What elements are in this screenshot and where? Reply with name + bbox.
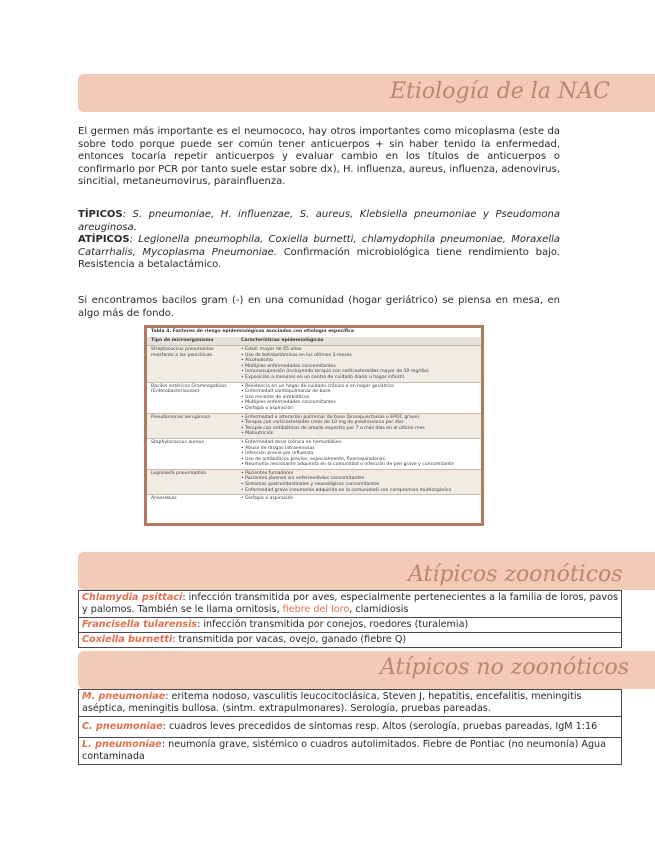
table-list-item: • Neumonía necrosante adquirida en la comunidad o infección de piel grave y concomitante xyxy=(241,462,454,468)
tipicos-atipicos-paragraph xyxy=(78,209,560,272)
table-row xyxy=(147,345,481,382)
table-body xyxy=(147,345,481,503)
table-list-item: • Infección previa por influenza xyxy=(241,451,314,457)
table-list-item: • Residencia en un hogar de cuidado crónico o en hogar geriátrico xyxy=(241,383,394,389)
atipicos-label: ATÍPICOS xyxy=(78,234,130,246)
table-list-item: • Abuso de drogas intravenosas xyxy=(241,445,315,451)
tipicos-text: : S. pneumoniae, H. influenzae, S. aureus, Klebsiella pneumoniae y Pseudomona areuginosa. xyxy=(78,209,560,233)
table-cell-organism: Pseudomonas aeruginosa xyxy=(151,414,211,420)
table-row xyxy=(147,438,481,469)
table-list-item: • Enfermedad cardiopulmonar de base xyxy=(241,389,331,395)
organism-name: M. pneumoniae xyxy=(82,691,166,702)
table-list-item: • Uso de antibióticos previos, especialmente, fluoroquinolonas xyxy=(241,456,385,462)
gram-text: Si encontramos bacilos gram (-) en una comunidad (hogar geriátrico) se piensa en mesa, en algo más de fondo. xyxy=(78,295,560,319)
intro-paragraph xyxy=(78,126,560,189)
organism-name: Francisella tularensis xyxy=(82,619,198,630)
atipicos-text: Confirmación microbiológica tiene rendimiento bajo. Resistencia a betalactámico. xyxy=(78,246,560,271)
table-cell-characteristics xyxy=(237,440,481,468)
section-title-zoonoticos: Atípicos zoonóticos xyxy=(408,562,623,587)
table-cell-organism: Bacilos entéricos Gramnegativos (Enterobacteriaceae) xyxy=(151,383,227,395)
table-cell-organism: Staphylococcus aureus xyxy=(151,439,204,445)
zoonotico-row-chlamydia xyxy=(79,591,621,618)
no-zoonotico-row-cpneumoniae xyxy=(79,717,621,738)
table-list-item: • Disfagia o aspiración xyxy=(241,496,294,502)
table-cell-characteristics xyxy=(237,496,481,502)
table-list-item: • Alcoholismo xyxy=(241,358,273,364)
table-list-item: • Disfagia o aspiración xyxy=(241,405,294,411)
section-title-etiologia: Etiología de la NAC xyxy=(390,79,610,104)
organism-name: Coxiella burnetti xyxy=(82,634,173,645)
table-cell-organism: Streptococcus pneumoniae resistente a las penicilinas xyxy=(151,347,214,358)
zoonoticos-box xyxy=(78,590,622,648)
no-zoonotico-row-mpneumoniae xyxy=(79,690,621,717)
table-row xyxy=(147,413,481,438)
no-zoonotico-row-lpneumoniae xyxy=(79,738,621,764)
table-list-item: • Enfermedad grave (neumonía adquirida en la comunidad) con compromiso multiorgánico xyxy=(241,487,452,493)
table-list-item: • Pacientes fumadores xyxy=(241,470,294,476)
table-list-item: • Uso de betalactámicos en los últimos 3 meses xyxy=(241,352,352,358)
organism-name: L. pneumoniae xyxy=(82,739,162,750)
organism-description: : neumonía grave, sistémico o cuadros autolimitados. Fiebre de Pontiac (no neumonía) Agua contaminada xyxy=(82,739,606,762)
atipicos-organisms: : Legionella pneumophila, Coxiella burnetti, chlamydophila pneumoniae, Moraxella Catarrhalis, Mycoplasma Pneumoniae. xyxy=(78,234,560,258)
intro-text: El germen más importante es el neumococo, hay otros importantes como micoplasma (este da sobre todo porque puede ser común tener anticuerpos + sin haber tenido la enfermedad, entonces tocaría repetir anticuerpos y evaluar cambio en los títulos de anticuerpos o confirmarlo por PCR por tanto suele estar sobre dx), H. influenza, aureus, influenza, adenovirus, sincitial, metaneumovirus, parainfluenza. xyxy=(78,126,560,188)
table-list-item: • Múltiples enfermedades concomitantes xyxy=(241,400,336,406)
table-list-item: • Enfermedad o alteración pulmonar de base (bronquiectasias o EPOC grave) xyxy=(241,414,420,420)
risk-factors-table xyxy=(144,325,484,526)
table-list-item: • Síntomas gastrointestinales y neurológicos concomitantes xyxy=(241,482,380,488)
table-col-header-1: Tipo de microorganismo xyxy=(151,338,214,344)
table-list-item: • Inmunosupresión (incluyendo terapia con corticosteroides mayor de 10 mg/día) xyxy=(241,369,429,375)
table-cell-characteristics xyxy=(237,384,481,412)
table-list-item: • Terapia con antibióticos de amplio espectro por 7 o más días en el último mes xyxy=(241,425,425,431)
organism-description: : transmitida por vacas, ovejo, ganado (fiebre Q) xyxy=(172,634,407,645)
organism-highlight: fiebre del loro xyxy=(282,604,350,615)
table-cell-characteristics xyxy=(237,471,481,493)
table-row xyxy=(147,469,481,494)
table-cell-characteristics xyxy=(237,415,481,437)
organism-description: : eritema nodoso, vasculitis leucocitoclásica, Steven J, hepatitis, encefalitis, meningitis aséptica, meningitis bullosa. (sintm. extrapulmonares). Serología, pruebas pareadas. xyxy=(82,691,582,714)
table-list-item: • Enfermedad renal crónica en hemodiálisis xyxy=(241,439,342,445)
table-list-item: • Exposición a menores en un centro de cuidado diario u hogar infantil xyxy=(241,374,404,380)
zoonotico-row-francisella xyxy=(79,618,621,633)
organism-name: C. pneumoniae xyxy=(82,721,163,732)
no-zoonoticos-box xyxy=(78,689,622,765)
section-title-no-zoonoticos: Atípicos no zoonóticos xyxy=(380,655,629,680)
zoonotico-row-coxiella xyxy=(79,633,621,647)
organism-description: : infección transmitida por conejos, roedores (turalemia) xyxy=(197,619,469,630)
table-list-item: • Pacientes jóvenes sin enfermedades concomitantes xyxy=(241,476,365,482)
gram-paragraph xyxy=(78,295,560,320)
tipicos-label: TÍPICOS xyxy=(78,209,123,220)
table-list-item: • Uso reciente de antibióticos xyxy=(241,394,310,400)
organism-name: Chlamydia psittaci xyxy=(82,592,183,603)
organism-description-end: , clamidiosis xyxy=(349,604,409,615)
table-cell-organism: Anaerobios xyxy=(151,496,177,502)
table-list-item: • Terapia con corticosteroides (más de 10 mg de prednisolona por día) xyxy=(241,420,404,426)
organism-description: : infección transmitida por aves, especialmente pertenecientes a la familia de loros, pavos y palomos. También se le llama ornitosis, xyxy=(82,592,618,615)
table-col-header-2: Características epidemiológicas xyxy=(241,338,324,344)
table-row xyxy=(147,382,481,413)
table-header xyxy=(147,337,481,345)
organism-description: : cuadros leves precedidos de síntomas resp. Altos (serología, pruebas pareadas, IgM 1:16 xyxy=(162,721,598,732)
table-row xyxy=(147,494,481,503)
table-list-item: • Malnutrición xyxy=(241,431,274,437)
table-caption: Tabla 4. Factores de riesgo epidemiológicos asociados con etiología específica xyxy=(151,329,354,334)
table-list-item: • Edad: mayor de 65 años xyxy=(241,347,302,352)
table-cell-characteristics xyxy=(237,347,481,381)
table-cell-organism: Legionella pneumophila xyxy=(151,470,206,476)
table-list-item: • Múltiples enfermedades concomitantes xyxy=(241,363,336,369)
